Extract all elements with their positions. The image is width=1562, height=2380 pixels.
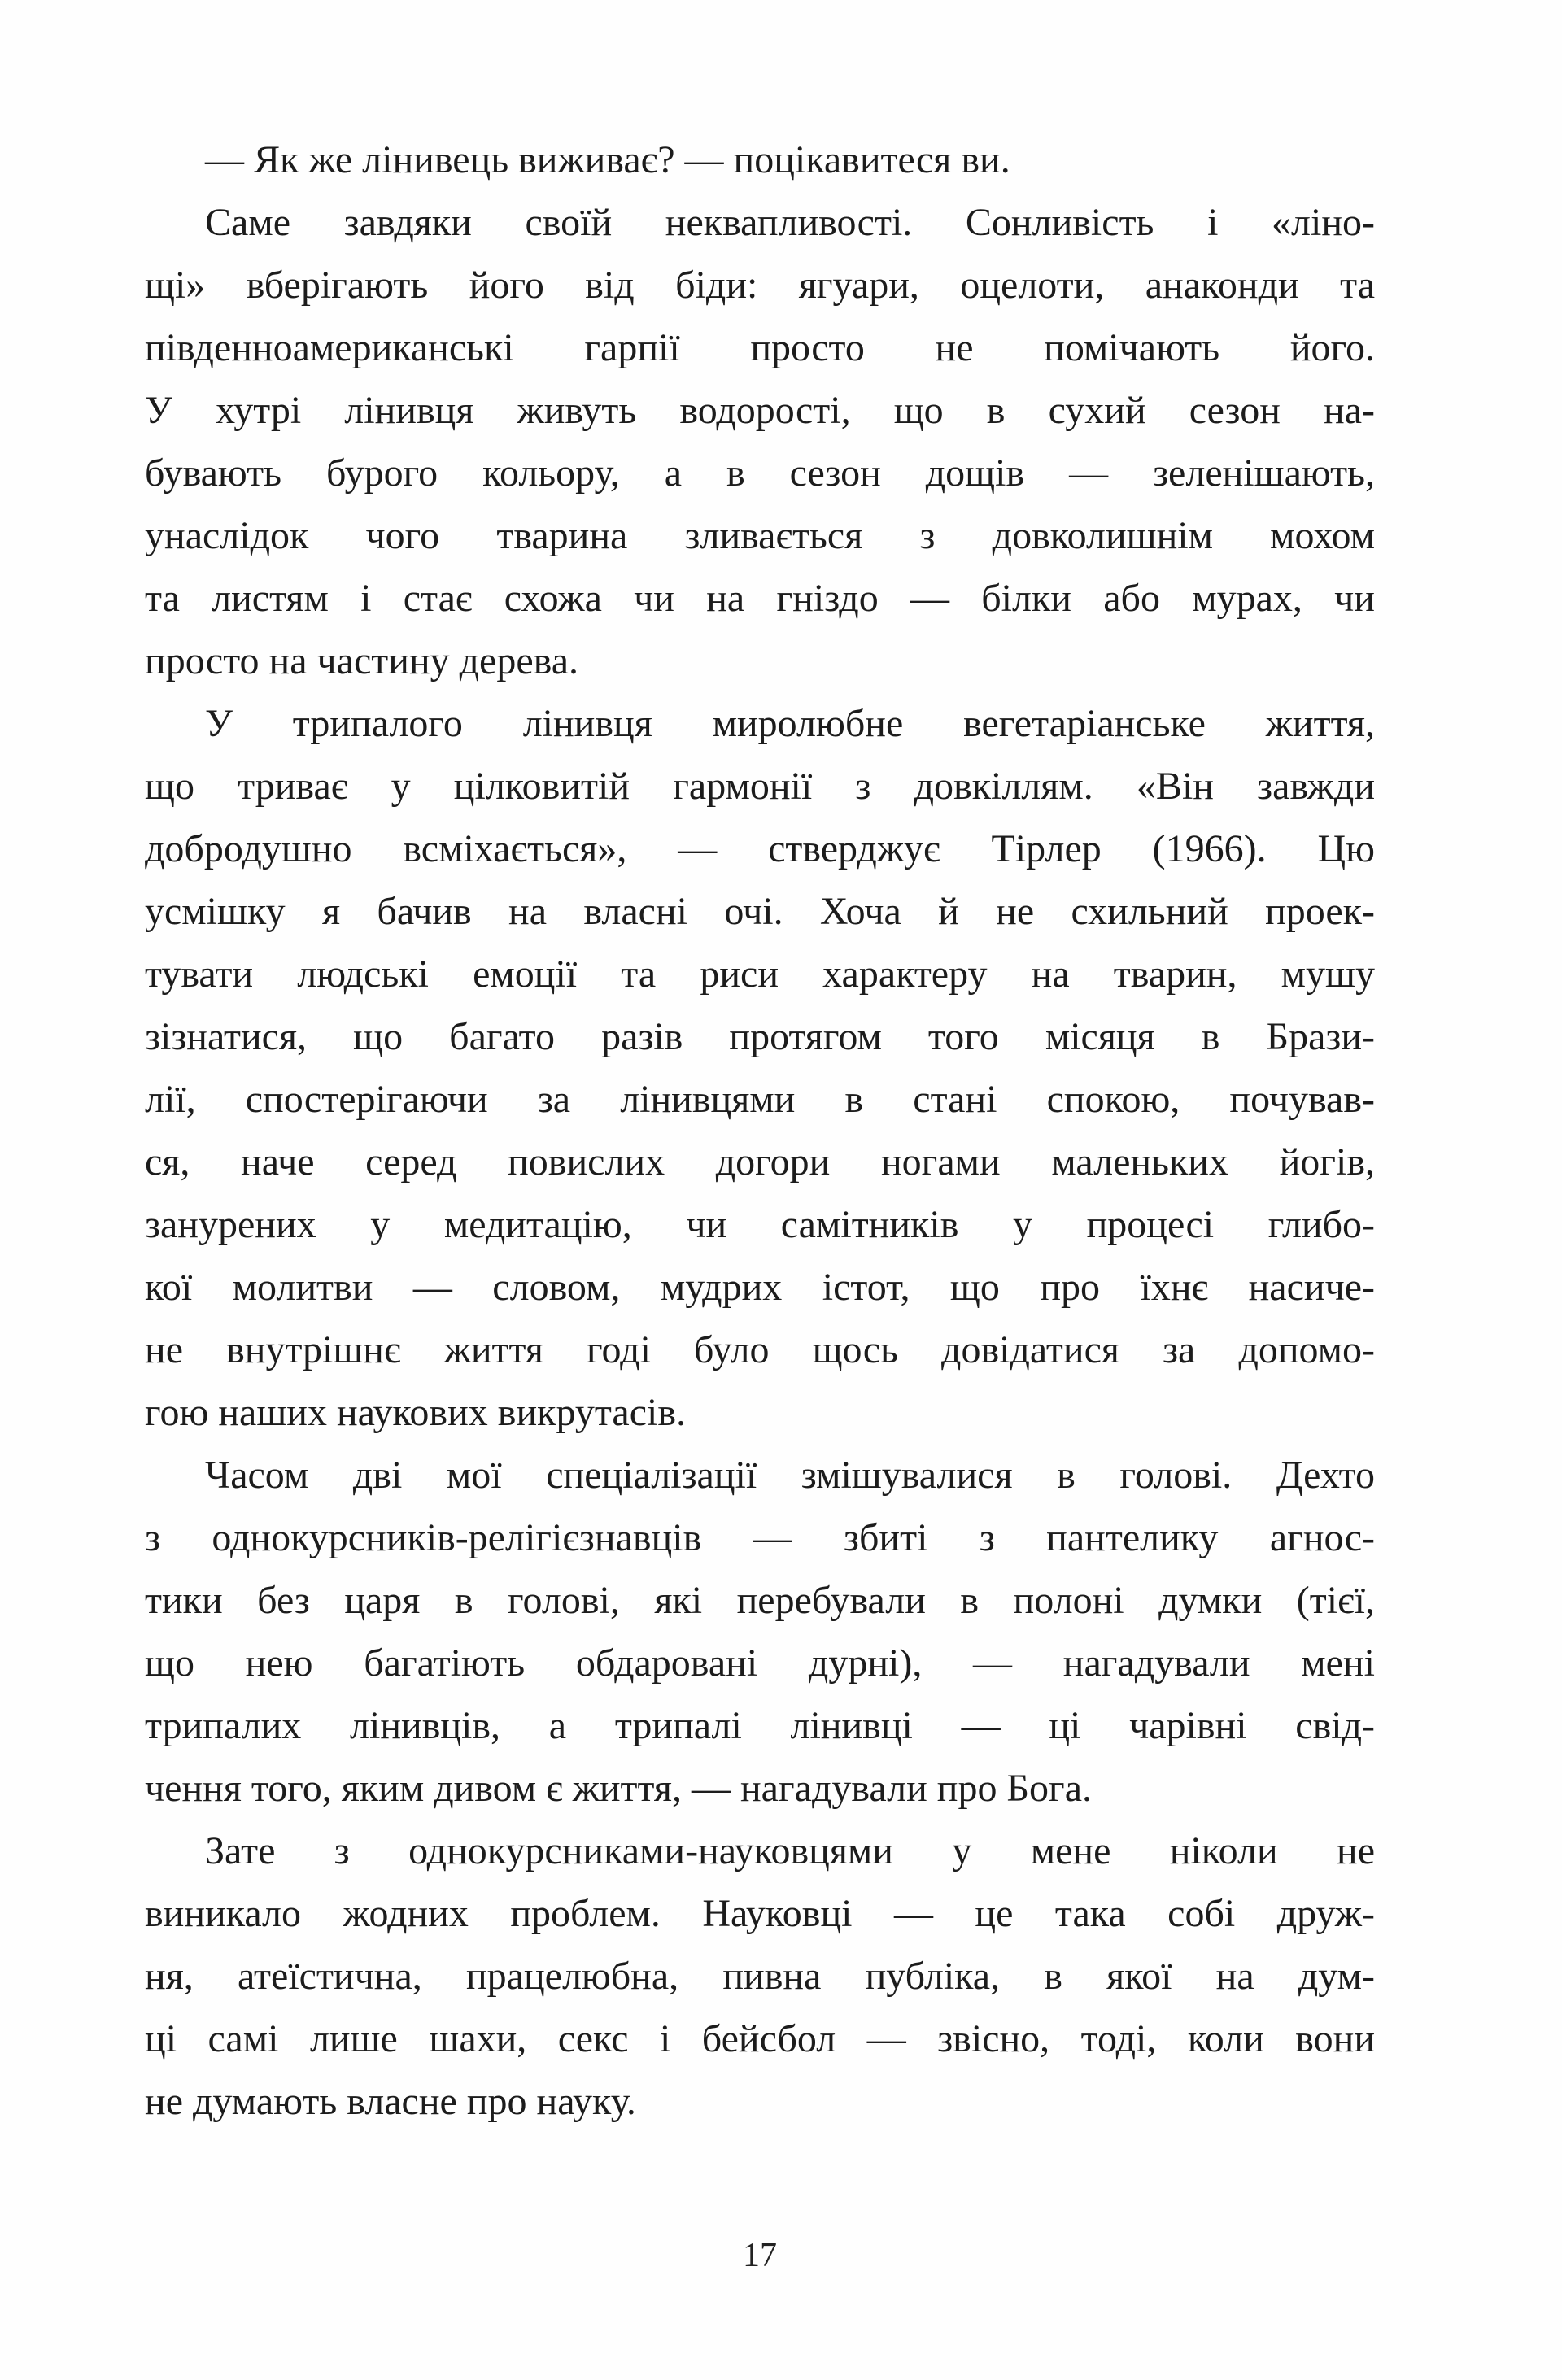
text-line: з однокурсників-релігієзнавців — збиті з пантелику агнос- xyxy=(145,1516,1375,1559)
text-line: не думають власне про науку. xyxy=(145,2080,636,2123)
text-line: тики без царя в голові, які перебували в полоні думки (тієї, xyxy=(145,1579,1375,1622)
text-line: просто на частину дерева. xyxy=(145,639,578,682)
text-line: бувають бурого кольору, а в сезон дощів — зеленішають, xyxy=(145,451,1375,495)
text-line: — Як же лінивець виживає? — поцікавитеся ви. xyxy=(205,138,1010,181)
text-line: ся, наче серед повислих догори ногами маленьких йогів, xyxy=(145,1140,1375,1183)
text-line: усмішку я бачив на власні очі. Хоча й не схильний проек- xyxy=(145,890,1375,933)
text-line: виникало жодних проблем. Науковці — це така собі друж- xyxy=(145,1892,1375,1935)
text-line: добродушно всміхається», — стверджує Тірлер (1966). Цю xyxy=(145,827,1375,870)
text-line: щі» вберігають його від біди: ягуари, оцелоти, анаконди та xyxy=(145,264,1375,307)
text-line: ці самі лише шахи, секс і бейсбол — звісно, тоді, коли вони xyxy=(145,2017,1375,2060)
text-line: У трипалого лінивця миролюбне вегетаріанське життя, xyxy=(205,702,1375,745)
text-line: Зате з однокурсниками-науковцями у мене ніколи не xyxy=(205,1829,1375,1872)
text-line: кої молитви — словом, мудрих істот, що про їхнє насиче- xyxy=(145,1266,1375,1309)
page-number: 17 xyxy=(743,2237,777,2274)
text-line: чення того, яким дивом є життя, — нагадували про Бога. xyxy=(145,1767,1092,1810)
text-line: не внутрішнє життя годі було щось довідатися за допомо- xyxy=(145,1328,1375,1371)
text-line: тувати людські емоції та риси характеру на тварин, мушу xyxy=(145,952,1375,996)
text-line: південноамериканські гарпії просто не помічають його. xyxy=(145,326,1375,369)
text-block xyxy=(145,129,1375,2133)
text-line: Часом дві мої спеціалізації змішувалися в голові. Дехто xyxy=(205,1454,1375,1497)
text-line: У хутрі лінивця живуть водорості, що в сухий сезон на- xyxy=(145,389,1375,432)
text-line: лії, спостерігаючи за лінивцями в стані спокою, почував- xyxy=(145,1078,1375,1121)
text-line: Саме завдяки своїй неквапливості. Сонливість і «ліно- xyxy=(205,201,1375,244)
text-line: гою наших наукових викрутасів. xyxy=(145,1391,686,1434)
text-line: що триває у цілковитій гармонії з довкіллям. «Він завжди xyxy=(145,765,1375,808)
text-line: що нею багатіють обдаровані дурні), — нагадували мені xyxy=(145,1641,1375,1685)
text-line: унаслідок чого тварина зливається з довколишнім мохом xyxy=(145,514,1375,557)
text-line: занурених у медитацію, чи самітників у процесі глибо- xyxy=(145,1203,1375,1246)
text-line: трипалих лінивців, а трипалі лінивці — ці чарівні свід- xyxy=(145,1704,1375,1747)
text-line: зізнатися, що багато разів протягом того місяця в Брази- xyxy=(145,1015,1375,1058)
text-line: та листям і стає схожа чи на гніздо — білки або мурах, чи xyxy=(145,577,1375,620)
text-line: ня, атеїстична, працелюбна, пивна публіка, в якої на дум- xyxy=(145,1955,1375,1998)
